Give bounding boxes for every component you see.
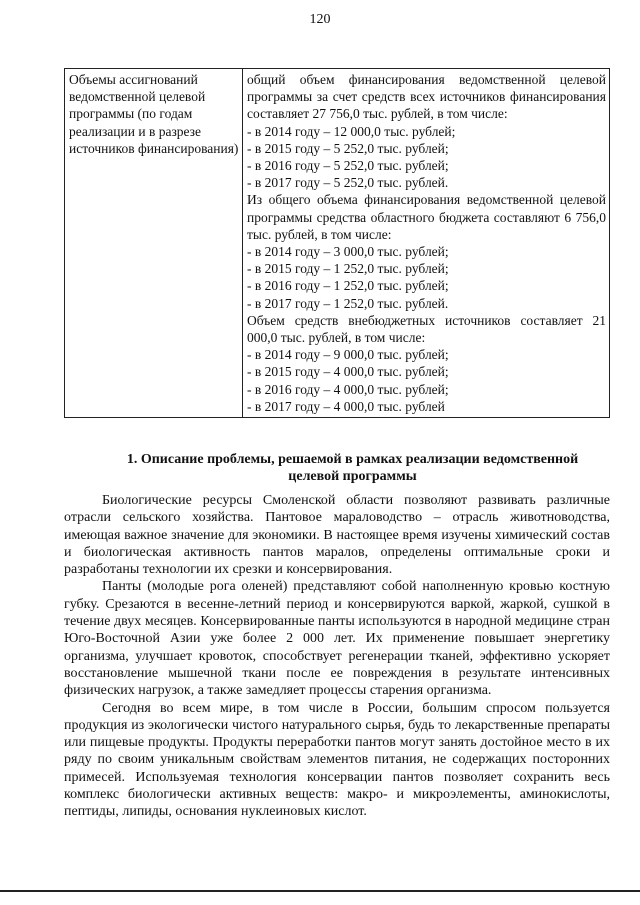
funding-value-cell xyxy=(243,69,610,418)
body-paragraph: Панты (молодые рога оленей) представляют собой наполненную кровью костную губку. Срезаются в весенне-летний период и консервируются варкой, жаркой, сушкой в течение двух месяцев. Консервированные панты используются в народной медицине стран Юго-Восточной Азии уже более 2 000 лет. Их применение повышает энергетику организма, улучшает кровоток, способствует регенерации тканей, эффективно ускоряет восстановление мышечной ткани после ее повреждения в результате интенсивных физических нагрузок, а также замедляет процессы старения организма. xyxy=(64,579,610,699)
funding-line: - в 2016 году – 4 000,0 тыс. рублей; xyxy=(247,381,449,397)
funding-table-row xyxy=(65,69,610,418)
section-heading: 1. Описание проблемы, решаемой в рамках реализации ведомственной целевой программы xyxy=(126,452,579,484)
body-paragraph: Сегодня во всем мире, в том числе в России, большим спросом пользуется продукция из экологически чистого натурального сырья, будь то лекарственные препараты или пищевые продукты. Продукты переработки пантов могут занять достойное место в их ряду по своим уникальным свойствам элементов питания, не содержащих посторонних примесей. Используемая технология консервации пантов позволяет сохранить весь комплекс биологически активных веществ: макро- и микроэлементы, аминокислоты, пептиды, липиды, основания нуклеиновых кислот. xyxy=(64,700,610,820)
funding-line: - в 2015 году – 5 252,0 тыс. рублей; xyxy=(247,140,449,156)
funding-line: - в 2016 году – 5 252,0 тыс. рублей; xyxy=(247,158,449,174)
funding-table xyxy=(64,68,610,418)
funding-total-text: общий объем финансирования ведомственной целевой программы за счет средств всех источников финансирования составляет 27 756,0 тыс. рублей, в том числе: xyxy=(247,72,606,122)
funding-line: - в 2014 году – 12 000,0 тыс. рублей; xyxy=(247,123,456,139)
extrabudgetary-text: Объем средств внебюджетных источников составляет 21 000,0 тыс. рублей, в том числе: xyxy=(247,312,606,346)
section-body xyxy=(64,492,610,821)
body-paragraph: Биологические ресурсы Смоленской области позволяют развивать различные отрасли сельского хозяйства. Пантовое мараловодство – отрасль животноводства, имеющая важное значение для экономики. В настоящее время изучены химический состав и биологическая активность пантов маралов, определены оптимальные сроки и разработаны технологии их срезки и консервирования. xyxy=(64,493,610,578)
funding-line: - в 2014 году – 9 000,0 тыс. рублей; xyxy=(247,347,449,363)
funding-line: - в 2015 году – 1 252,0 тыс. рублей; xyxy=(247,261,449,277)
funding-line: - в 2015 году – 4 000,0 тыс. рублей; xyxy=(247,364,449,380)
funding-line: - в 2017 году – 5 252,0 тыс. рублей. xyxy=(247,175,449,191)
funding-line: - в 2017 году – 4 000,0 тыс. рублей xyxy=(247,398,445,414)
funding-line: - в 2016 году – 1 252,0 тыс. рублей; xyxy=(247,278,449,294)
funding-line: - в 2017 году – 1 252,0 тыс. рублей. xyxy=(247,295,449,311)
funding-line: - в 2014 году – 3 000,0 тыс. рублей; xyxy=(247,244,449,260)
regional-budget-text: Из общего объема финансирования ведомственной целевой программы средства областного бюджета составляют 6 756,0 тыс. рублей, в том числе: xyxy=(247,192,606,242)
page-number: 120 xyxy=(309,12,331,27)
funding-label-cell: Объемы ассигнований ведомственной целевой программы (по годам реализации и в разрезе источников финансирования) xyxy=(65,69,243,418)
footer-divider xyxy=(0,890,640,892)
